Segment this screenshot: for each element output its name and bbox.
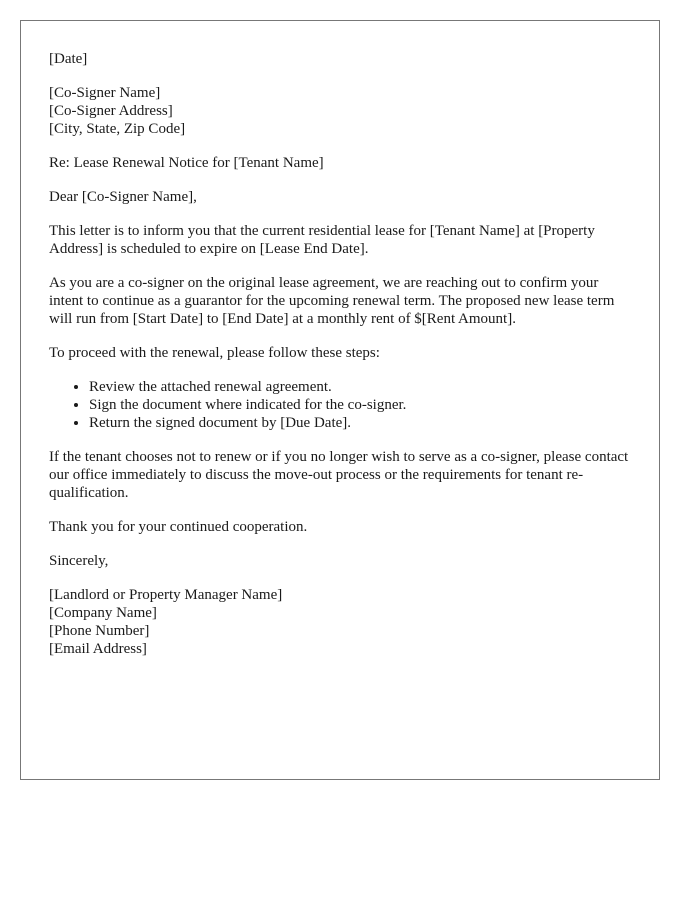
recipient-address: [Co-Signer Address] [49,103,173,119]
sender-signature-block [49,586,631,658]
cosigner-paragraph: As you are a co-signer on the original lease agreement, we are reaching out to confirm your intent to continue as a guarantor for the upcoming renewal term. The proposed new lease term will run from [Start Date] to [End Date] at a monthly rent of $[Rent Amount]. [49,275,615,327]
sender-phone: [Phone Number] [49,623,150,639]
letter-subject: Re: Lease Renewal Notice for [Tenant Name] [49,155,324,171]
renewal-steps-list [49,378,631,432]
sender-company: [Company Name] [49,605,157,621]
list-item: • Sign the document where indicated for the co-signer. [89,396,631,414]
list-item: • Return the signed document by [Due Date]. [89,414,631,432]
list-item: • Review the attached renewal agreement. [89,378,631,396]
thanks-paragraph: Thank you for your continued cooperation. [49,519,308,535]
letter-salutation: Dear [Co-Signer Name], [49,189,197,205]
no-renewal-paragraph: If the tenant chooses not to renew or if you no longer wish to serve as a co-signer, please contact our office immediately to discuss the move-out process or the requirements for tenant re-qualification. [49,449,629,501]
recipient-address-block [49,84,631,138]
steps-intro-paragraph: To proceed with the renewal, please follow these steps: [49,345,380,361]
recipient-city-state-zip: [City, State, Zip Code] [49,121,186,137]
sender-email: [Email Address] [49,641,147,657]
sender-name: [Landlord or Property Manager Name] [49,587,283,603]
letter-document [20,20,660,780]
letter-date: [Date] [49,51,88,67]
letter-closing: Sincerely, [49,553,109,569]
intro-paragraph: This letter is to inform you that the current residential lease for [Tenant Name] at [Property Address] is scheduled to expire on [Lease End Date]. [49,223,595,257]
recipient-name: [Co-Signer Name] [49,85,161,101]
